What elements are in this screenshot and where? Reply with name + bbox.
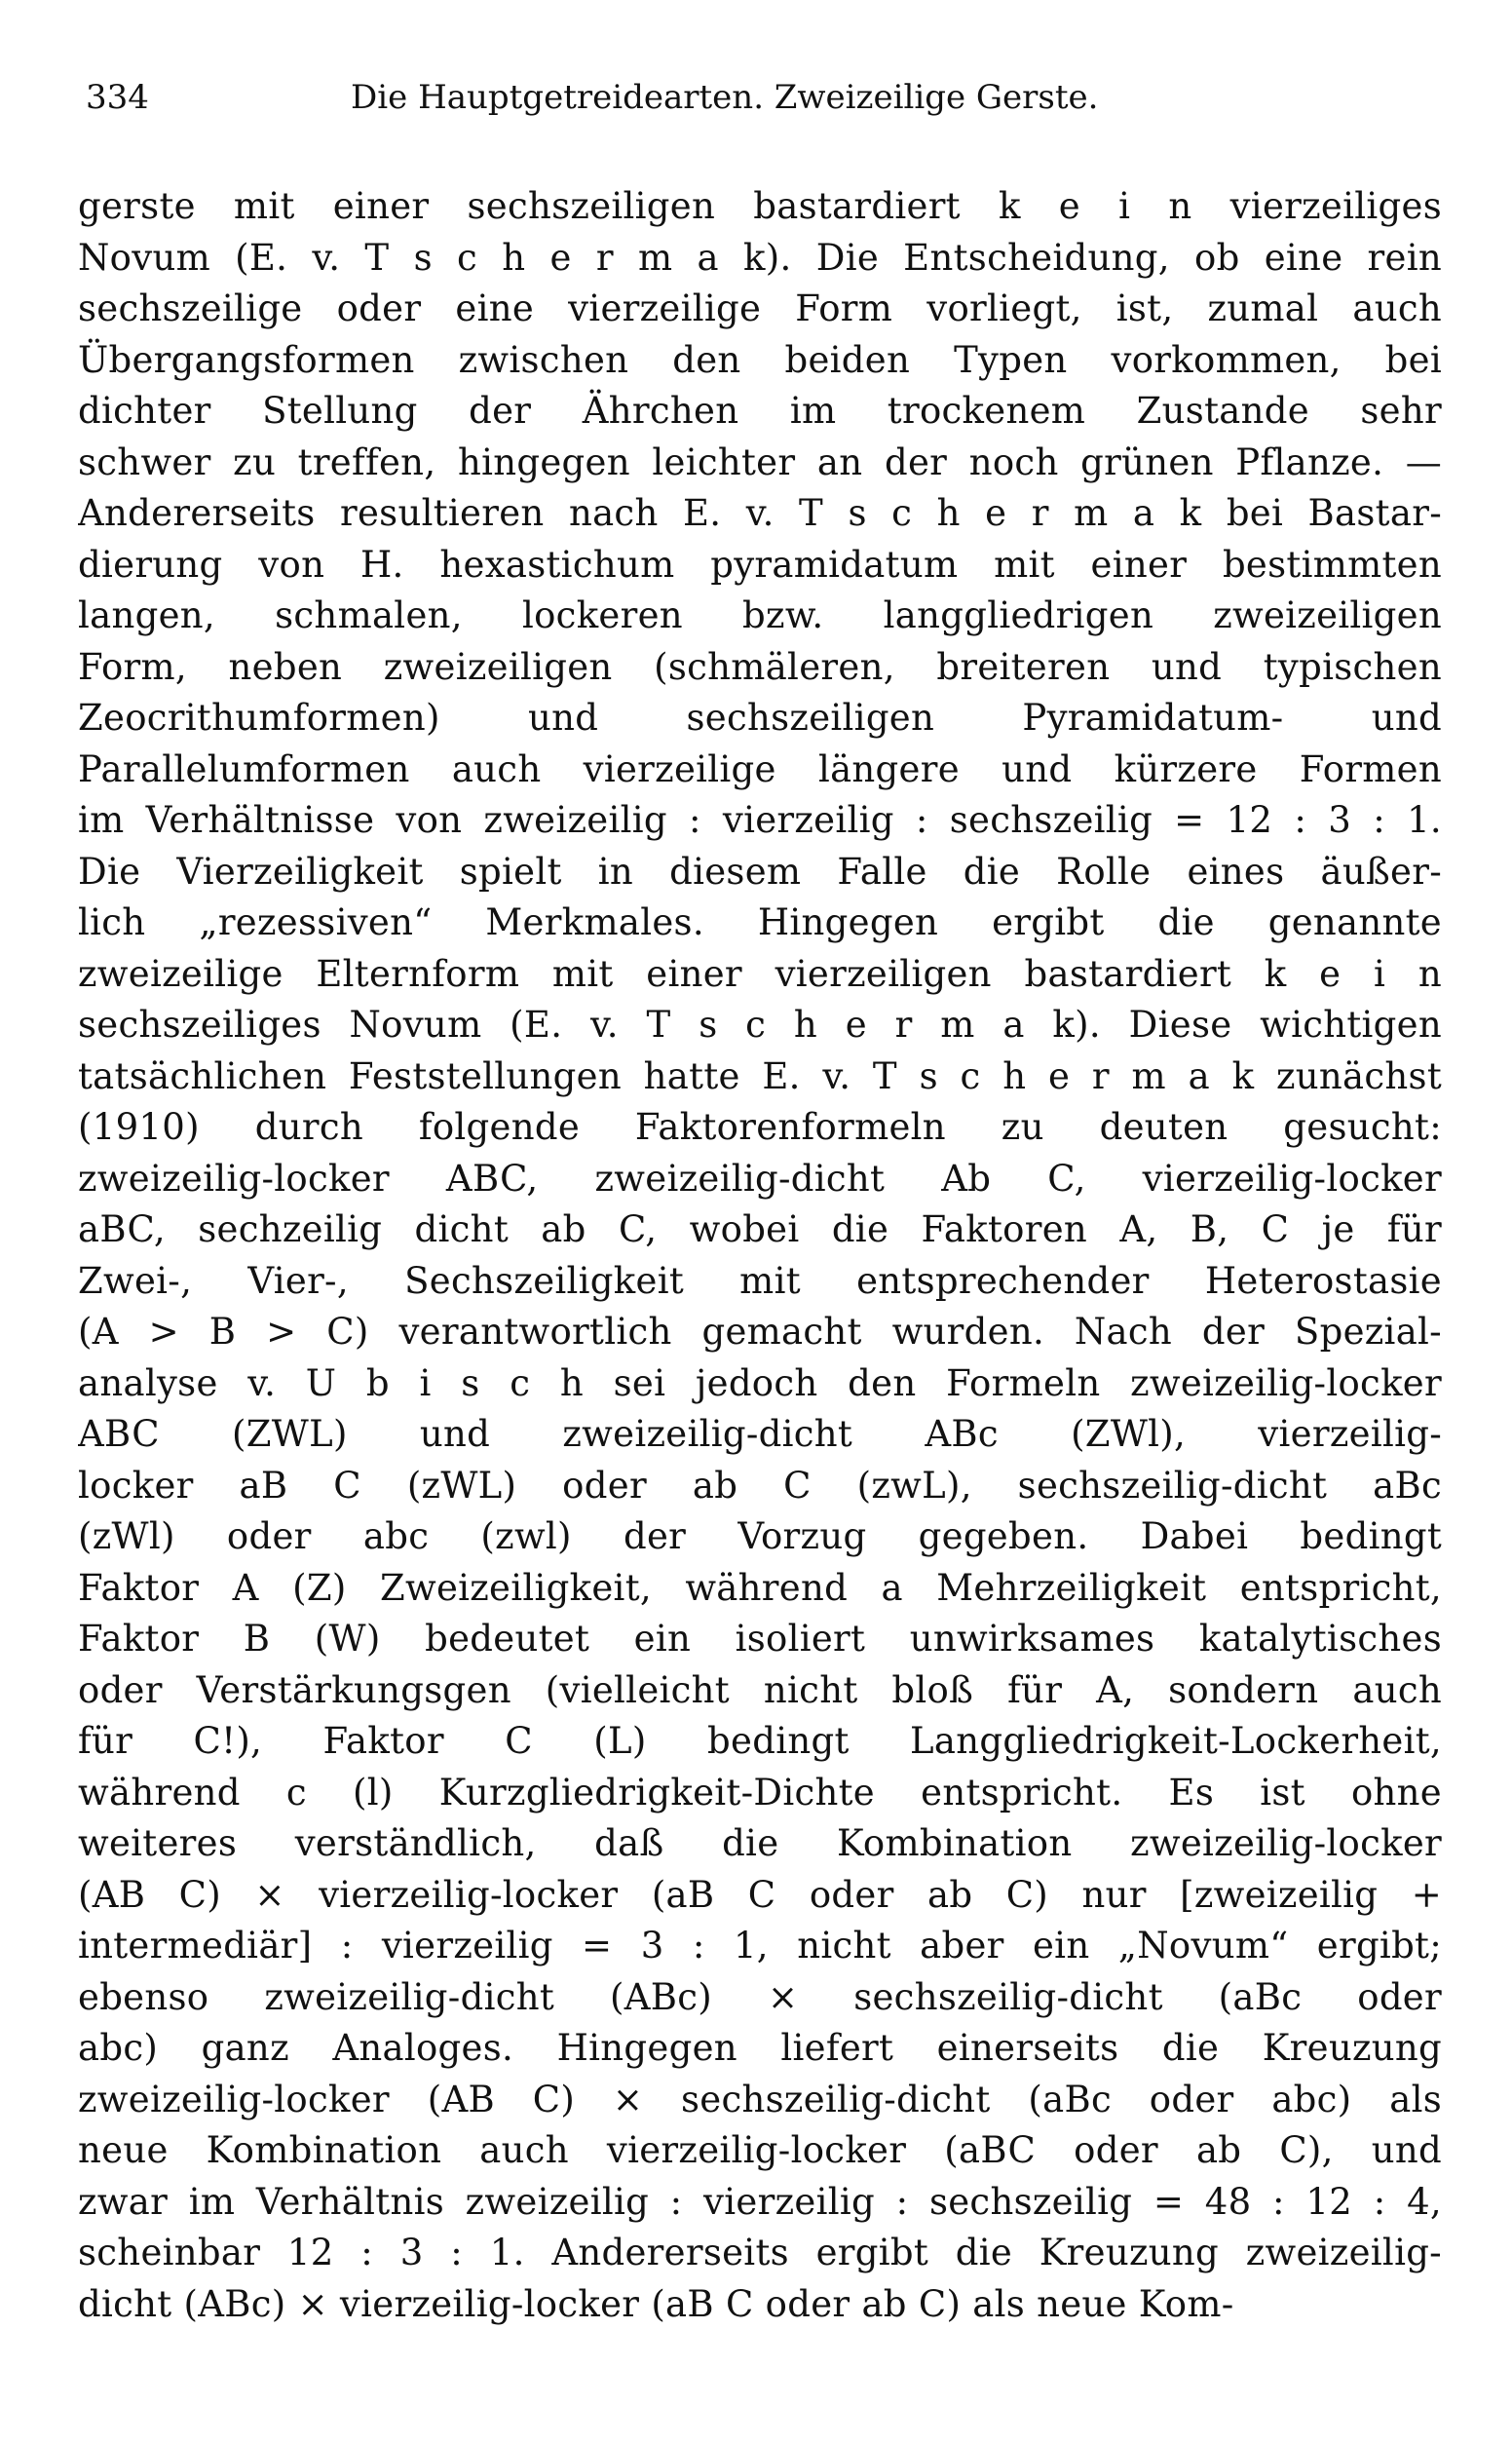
text-line: Faktor A (Z) Zweizeiligkeit, während a Mehrzeiligkeit entspricht, <box>78 1566 1442 1609</box>
text-line: locker aB C (zWL) oder ab C (zwL), sechszeilig-dicht aBc <box>78 1464 1442 1507</box>
text-line: schwer zu treffen, hingegen leichter an der noch grünen Pflanze. — <box>78 440 1442 483</box>
text-line: scheinbar 12 : 3 : 1. Andererseits ergibt die Kreuzung zweizeilig- <box>78 2232 1442 2273</box>
body-text <box>78 181 1442 2330</box>
text-line: langen, schmalen, lockeren bzw. langgliedrigen zweizeiligen <box>78 594 1442 636</box>
text-line: Faktor B (W) bedeutet ein isoliert unwirksames katalytisches <box>78 1618 1442 1660</box>
text-line: sechszeiliges Novum (E. v. T s c h e r m a k). Diese wichtigen <box>78 1004 1442 1046</box>
page-number: 334 <box>86 78 149 117</box>
text-line: analyse v. U b i s c h sei jedoch den Formeln zweizeilig-locker <box>78 1361 1442 1404</box>
text-line: Novum (E. v. T s c h e r m a k). Die Entscheidung, ob eine rein <box>78 236 1442 279</box>
text-line: Zwei-, Vier-, Sechszeiligkeit mit entsprechender Heterostasie <box>78 1259 1442 1302</box>
page-header <box>78 68 1442 127</box>
text-line: (A > B > C) verantwortlich gemacht wurden. Nach der Spezial- <box>78 1311 1442 1353</box>
text-line: Parallelumformen auch vierzeilige längere und kürzere Formen <box>78 747 1442 790</box>
text-line: dichter Stellung der Ährchen im trockenem Zustande sehr <box>78 390 1442 432</box>
text-line: intermediär] : vierzeilig = 3 : 1, nicht aber ein „Novum“ ergibt; <box>78 1925 1442 1967</box>
text-line: zweizeilig-locker (AB C) × sechszeilig-dicht (aBc oder abc) als <box>78 2078 1442 2120</box>
text-line: abc) ganz Analoges. Hingegen liefert einerseits die Kreuzung <box>78 2027 1442 2069</box>
text-line: (1910) durch folgende Faktorenformeln zu deuten gesucht: <box>78 1106 1442 1148</box>
text-line: während c (l) Kurzgliedrigkeit-Dichte entspricht. Es ist ohne <box>78 1771 1442 1814</box>
text-line: Zeocrithumformen) und sechszeiligen Pyramidatum- und <box>78 697 1442 739</box>
text-line: (zWl) oder abc (zwl) der Vorzug gegeben. Dabei bedingt <box>78 1515 1442 1557</box>
text-line: (AB C) × vierzeilig-locker (aB C oder ab C) nur [zweizeilig + <box>78 1873 1442 1916</box>
text-line: lich „rezessiven“ Merkmales. Hingegen ergibt die genannte <box>78 901 1442 943</box>
text-line: Übergangsformen zwischen den beiden Typen vorkommen, bei <box>78 338 1442 381</box>
text-line: ABC (ZWL) und zweizeilig-dicht ABc (ZWl), vierzeilig- <box>78 1413 1442 1455</box>
text-line: zweizeilige Elternform mit einer vierzeiligen bastardiert k e i n <box>78 952 1442 995</box>
text-line: im Verhältnisse von zweizeilig : vierzeilig : sechszeilig = 12 : 3 : 1. <box>78 799 1442 841</box>
text-line: aBC, sechzeilig dicht ab C, wobei die Faktoren A, B, C je für <box>78 1208 1442 1250</box>
text-line: dicht (ABc) × vierzeilig-locker (aB C oder ab C) als neue Kom- <box>78 2282 1234 2325</box>
text-line: weiteres verständlich, daß die Kombination zweizeilig-locker <box>78 1822 1442 1864</box>
text-line: Die Vierzeiligkeit spielt in diesem Falle die Rolle eines äußer- <box>78 850 1442 893</box>
text-line: ebenso zweizeilig-dicht (ABc) × sechszeilig-dicht (aBc oder <box>78 1975 1442 2018</box>
text-line: sechszeilige oder eine vierzeilige Form vorliegt, ist, zumal auch <box>78 287 1442 329</box>
text-line: gerste mit einer sechszeiligen bastardiert k e i n vierzeiliges <box>78 185 1442 227</box>
text-line: neue Kombination auch vierzeilig-locker (aBC oder ab C), und <box>78 2129 1442 2171</box>
text-line: dierung von H. hexastichum pyramidatum mit einer bestimmten <box>78 543 1442 586</box>
text-line: zwar im Verhältnis zweizeilig : vierzeilig : sechszeilig = 48 : 12 : 4, <box>78 2180 1442 2223</box>
text-line: oder Verstärkungsgen (vielleicht nicht bloß für A, sondern auch <box>78 1668 1442 1711</box>
text-line: Form, neben zweizeiligen (schmäleren, breiteren und typischen <box>78 645 1442 688</box>
text-line: für C!), Faktor C (L) bedingt Langgliedrigkeit-Lockerheit, <box>78 1720 1442 1762</box>
text-line: Andererseits resultieren nach E. v. T s c h e r m a k bei Bastar- <box>78 492 1442 534</box>
text-line: zweizeilig-locker ABC, zweizeilig-dicht Ab C, vierzeilig-locker <box>78 1157 1442 1200</box>
book-page <box>78 68 1442 2330</box>
text-line: tatsächlichen Feststellungen hatte E. v. T s c h e r m a k zunächst <box>78 1054 1442 1097</box>
running-title: Die Hauptgetreidearten. Zweizeilige Gerste. <box>351 78 1099 117</box>
